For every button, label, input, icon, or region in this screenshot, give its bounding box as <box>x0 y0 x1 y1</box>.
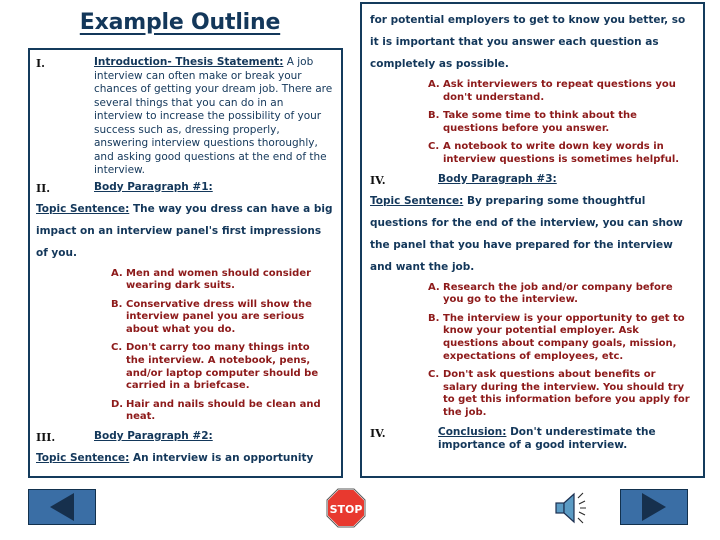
speaker-body <box>556 503 564 513</box>
topic-sentence-1 <box>36 198 333 264</box>
list-item <box>111 399 329 424</box>
sub-item-text: A notebook to write down key words in interview questions is sometimes helpful. <box>443 141 680 165</box>
sound-waves <box>578 493 586 523</box>
topic-sentence-label: Topic Sentence: <box>36 202 130 215</box>
sub-item-list-2 <box>370 79 695 167</box>
outline-section-4 <box>370 173 695 188</box>
list-item <box>111 268 329 293</box>
sub-item-letter: C. <box>428 369 440 381</box>
sub-item-letter: D. <box>111 398 124 410</box>
topic-sentence-label: Topic Sentence: <box>370 194 464 207</box>
sub-item-letter: B. <box>111 298 123 310</box>
topic-sentence-label: Topic Sentence: <box>36 452 130 465</box>
conclusion-text: Don't underestimate the importance of a good interview. <box>438 425 656 451</box>
outline-panel-left <box>28 48 343 478</box>
sub-item-letter: B. <box>428 110 440 122</box>
outline-section-2 <box>36 181 333 196</box>
stop-sign-icon[interactable] <box>325 487 367 529</box>
list-item <box>428 110 691 135</box>
sub-item-list-1 <box>36 268 333 425</box>
topic-sentence-text: The way you dress can have a big impact on an interview panel's first impressions of you. <box>36 202 333 259</box>
list-item <box>428 282 691 307</box>
sub-item-letter: C. <box>428 141 440 153</box>
sub-item-text: Take some time to think about the questions before you answer. <box>443 110 637 134</box>
previous-slide-button[interactable] <box>28 489 96 525</box>
list-item <box>428 79 691 104</box>
section-label: Body Paragraph #2: <box>94 430 213 443</box>
sub-item-letter: A. <box>111 267 123 279</box>
section-content <box>94 56 333 178</box>
list-item <box>111 299 329 337</box>
sub-item-text: Ask interviewers to repeat questions you don't understand. <box>443 79 676 103</box>
sub-item-text: Don't carry too many things into the interview. A notebook, pens, and/or laptop computer should be carried in a briefcase. <box>126 342 319 392</box>
sub-item-text: Research the job and/or company before you go to the interview. <box>443 281 673 306</box>
outline-section-3 <box>36 430 333 445</box>
list-item <box>428 313 691 363</box>
section-numeral: III. <box>36 431 56 445</box>
section-numeral: IV. <box>370 426 386 440</box>
stop-label: STOP <box>329 503 363 516</box>
section-body: A job interview can often make or break your chances of getting your dream job. There are several things that you can do in an interview to increase the possibility of your success such as, dressing properly, answering interview questions thoroughly, and asking good questions at the end of the interview. <box>94 56 333 176</box>
topic-sentence-3 <box>370 190 695 278</box>
conclusion-label: Conclusion: <box>438 425 507 438</box>
sub-item-text: Men and women should consider wearing dark suits. <box>126 267 312 292</box>
sub-item-list-3 <box>370 282 695 420</box>
sub-item-letter: A. <box>428 281 440 293</box>
topic-sentence-text: By preparing some thoughtful questions for the end of the interview, you can show the panel that you have prepared for the interview and want the job. <box>370 194 683 273</box>
section-content <box>438 426 695 453</box>
outline-section-1 <box>36 56 333 178</box>
list-item <box>428 141 691 166</box>
section-content <box>94 430 333 444</box>
list-item <box>428 369 691 419</box>
sub-item-letter: A. <box>428 79 440 90</box>
sub-item-letter: B. <box>428 312 440 324</box>
list-item <box>111 342 329 392</box>
next-slide-button[interactable] <box>620 489 688 525</box>
speaker-cone <box>564 494 574 522</box>
triangle-right-icon <box>642 493 666 521</box>
section-numeral: II. <box>36 181 51 195</box>
topic-sentence-text: An interview is an opportunity <box>129 452 314 465</box>
section-content <box>438 173 695 187</box>
page-title: Example Outline <box>79 10 281 35</box>
section-label: Body Paragraph #3: <box>438 172 557 185</box>
section-label: Introduction- Thesis Statement: <box>94 56 284 68</box>
sub-item-text: Conservative dress will show the interview panel you are serious about what you do. <box>126 298 312 335</box>
sub-item-text: Don't ask questions about benefits or salary during the interview. You should try to get this information before you apply for the job. <box>443 369 690 418</box>
sub-item-letter: C. <box>111 342 123 354</box>
topic-sentence-2-continuation: for potential employers to get to know you better, so it is important that you answer each question as completely as possible. <box>370 14 686 70</box>
sub-item-text: Hair and nails should be clean and neat. <box>126 398 321 423</box>
triangle-left-icon <box>50 493 74 521</box>
outline-section-conclusion <box>370 426 695 453</box>
section-numeral: IV. <box>370 173 386 187</box>
outline-panel-right <box>360 2 705 478</box>
section-label: Body Paragraph #1: <box>94 180 213 193</box>
topic-sentence-2 <box>36 447 333 469</box>
section-content <box>94 181 333 195</box>
section-numeral: I. <box>36 57 45 70</box>
speaker-icon[interactable] <box>552 490 596 526</box>
sub-item-text: The interview is your opportunity to get to know your potential employer. Ask questions about company goals, mission, expectations of employees, etc. <box>443 312 685 362</box>
